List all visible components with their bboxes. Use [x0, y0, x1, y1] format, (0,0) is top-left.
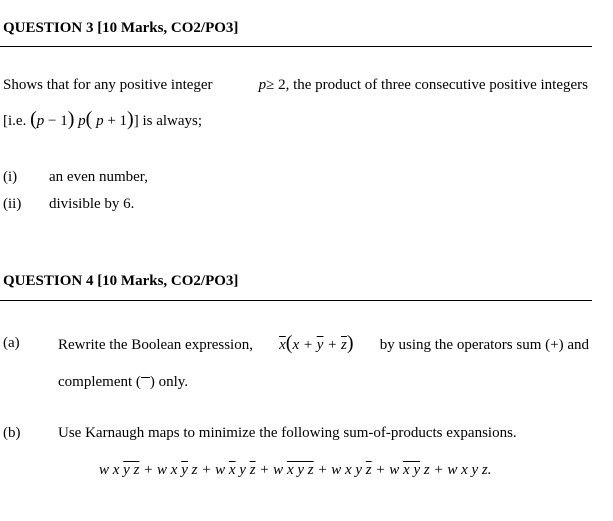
list-item-label: (i) [3, 169, 18, 185]
question-3-stem-line-1 [3, 77, 588, 94]
question-3-title: QUESTION 3 [10 Marks, CO2/PO3] [3, 20, 239, 36]
divider [0, 300, 592, 301]
stem-text-part1: Shows that for any positive integer [3, 77, 213, 93]
stem-inequality: p≥ 2, the product of three consecutive positive integers [258, 77, 588, 93]
list-item-text: divisible by 6. [49, 196, 135, 212]
part-b-text: Use Karnaugh maps to minimize the following sum-of-products expansions. [58, 425, 517, 441]
product-expression: (p − 1) p( p + 1) [30, 108, 134, 130]
ie-prefix: [i.e. [3, 113, 27, 129]
boolean-expression: $\overline{x}(x + \overline{y} + \overline{z})$ [279, 332, 354, 354]
part-b-label: (b) [3, 425, 21, 441]
overbar-symbol [141, 374, 150, 390]
part-a-line-2: complement ( ) only. [58, 374, 189, 390]
part-a-text-before: Rewrite the Boolean expression, [58, 337, 253, 353]
part-a-text-after: by using the operators sum (+) and [379, 337, 589, 353]
part-a-line-1 [58, 332, 589, 355]
list-item-label: (ii) [3, 196, 22, 212]
list-item-text: an even number, [49, 169, 148, 185]
part-a-label: (a) [3, 335, 20, 351]
question-3-stem-line-2 [3, 108, 202, 131]
divider [0, 46, 592, 47]
ie-suffix: ] is always; [133, 113, 203, 129]
question-4-title: QUESTION 4 [10 Marks, CO2/PO3] [3, 273, 239, 289]
sum-of-products-expression: w x y z + w x $\overline{y}$ z + w $\overline{x}$ y $\overline{z} + w$ x y z + w x y $\overline{z} + w$ x y z + w x y z. [99, 462, 492, 478]
